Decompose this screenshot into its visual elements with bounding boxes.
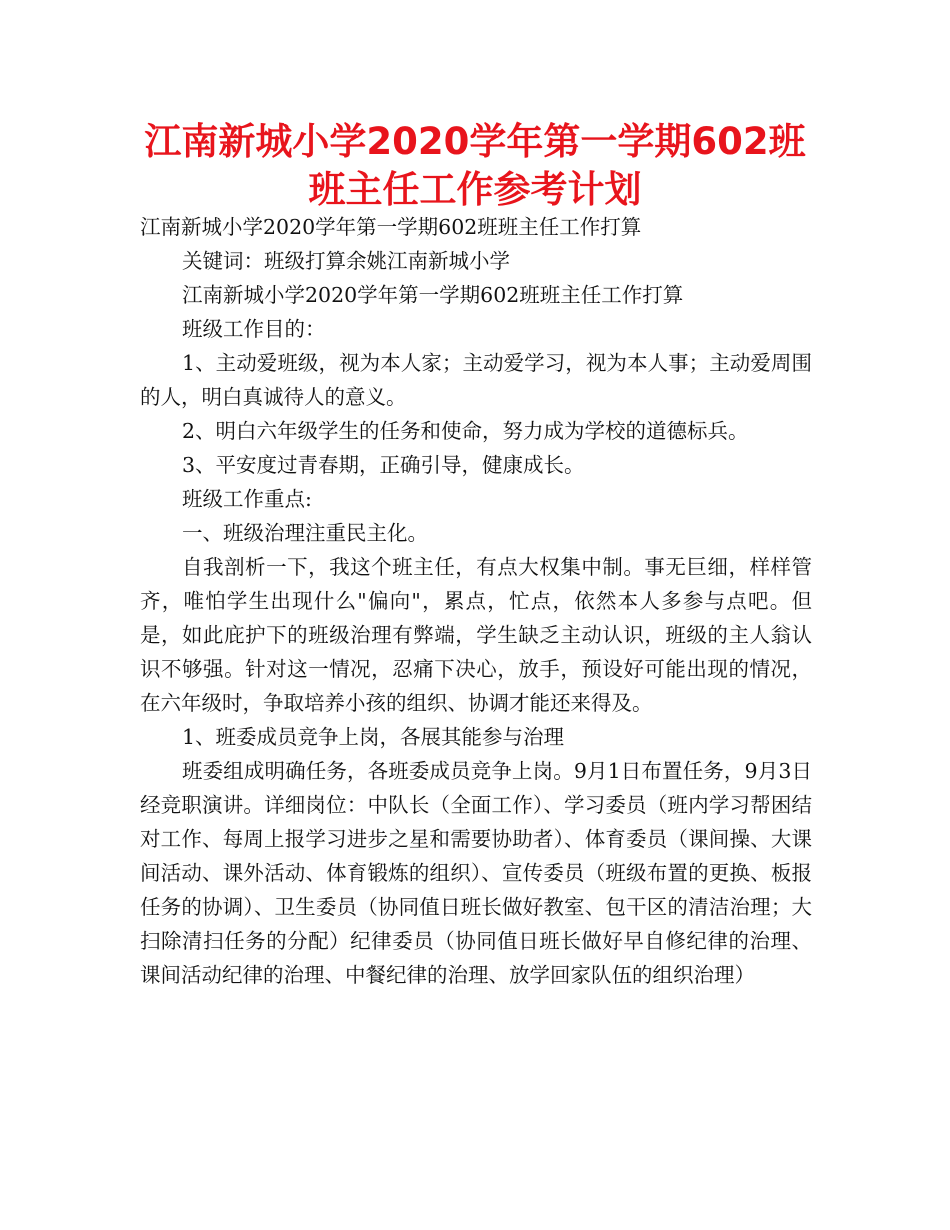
paragraph: 2、明白六年级学生的任务和使命，努力成为学校的道德标兵。 bbox=[182, 419, 749, 443]
paragraph: 1、主动爱班级，视为本人家；主动爱学习，视为本人事；主动爱周围的人，明白真诚待人的意义。 bbox=[140, 351, 812, 409]
paragraph: 1、班委成员竞争上岗，各展其能参与治理 bbox=[182, 725, 565, 749]
paragraph: 班级工作重点: bbox=[182, 487, 312, 511]
paragraph: 班委组成明确任务，各班委成员竞争上岗。9月1日布置任务，9月3日经竞职演讲。详细岗位：中队长（全面工作）、学习委员（班内学习帮困结对工作、每周上报学习进步之星和需要协助者）、体育委员（课间操、大课间活动、课外活动、体育锻炼的组织）、宣传委员（班级布置的更换、板报任务的协调）、卫生委员（协同值日班长做好教室、包干区的清洁治理；大扫除清扫任务的分配）纪律委员（协同值日班长做好早自修纪律的治理、课间活动纪律的治理、中餐纪律的治理、放学回家队伍的组织治理） bbox=[140, 759, 812, 987]
paragraph: 班级工作目的： bbox=[182, 317, 326, 341]
paragraph: 自我剖析一下，我这个班主任，有点大权集中制。事无巨细，样样管齐，唯怕学生出现什么"偏向"，累点，忙点，依然本人多参与点吧。但是，如此庇护下的班级治理有弊端，学生缺乏主动认识，班级的主人翁认识不够强。针对这一情况，忍痛下决心，放手，预设好可能出现的情况，在六年级时，争取培养小孩的组织、协调才能还来得及。 bbox=[140, 555, 812, 715]
paragraph: 江南新城小学2020学年第一学期602班班主任工作打算 bbox=[182, 283, 684, 307]
document-body bbox=[140, 210, 812, 992]
paragraph: 3、平安度过青春期，正确引导，健康成长。 bbox=[182, 453, 585, 477]
paragraph: 关键词：班级打算余姚江南新城小学 bbox=[182, 249, 510, 273]
paragraph: 一、班级治理注重民主化。 bbox=[182, 521, 428, 545]
document-title: 江南新城小学2020学年第一学期602班班主任工作参考计划 bbox=[144, 120, 806, 211]
paragraph: 江南新城小学2020学年第一学期602班班主任工作打算 bbox=[140, 215, 642, 239]
